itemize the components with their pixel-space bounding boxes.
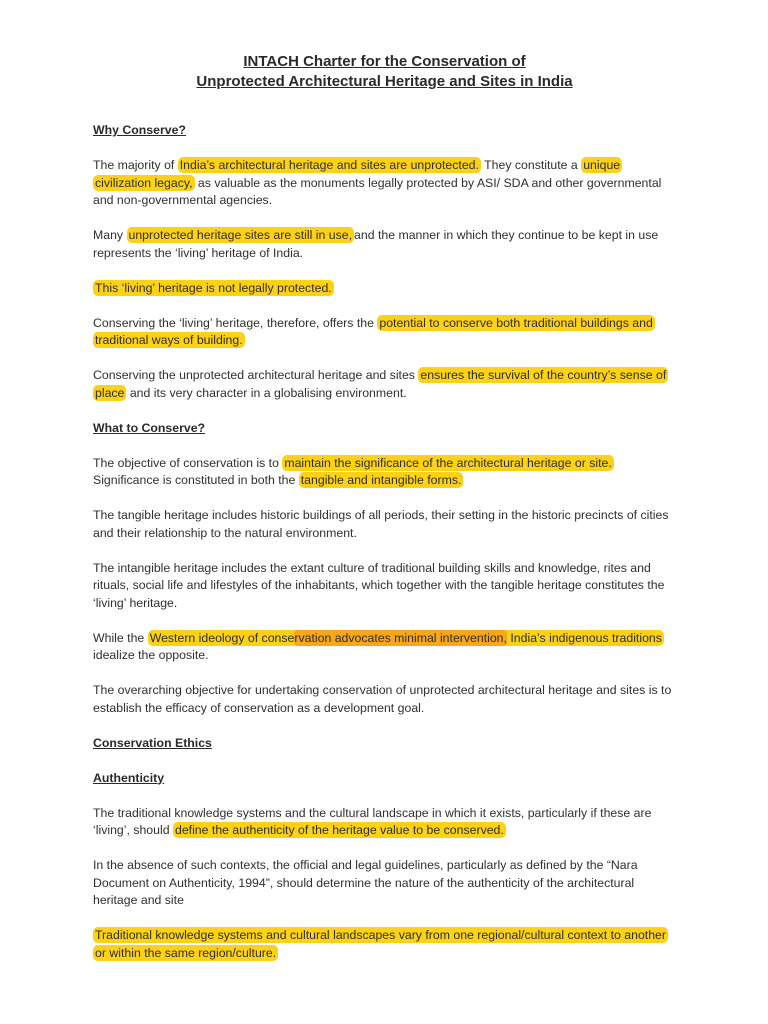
paragraph-ethics-1 [93, 805, 676, 840]
highlight: India’s architectural heritage and sites are unprotected. [179, 158, 479, 172]
text-run: While the [93, 630, 148, 645]
highlight: define the authenticity of the heritage value to be conserved. [174, 823, 504, 837]
paragraph-why-5 [93, 367, 676, 402]
highlight: This ‘living’ heritage is not legally protected. [95, 280, 332, 295]
text-run: idealize the opposite. [93, 648, 209, 662]
paragraph-what-5: The overarching objective for undertaking conservation of unprotected architectural heritage and sites is to establish the efficacy of conservation as a development goal. [93, 683, 672, 715]
text-run: as valuable as the monuments legally protected by ASI/ SDA and other governmental and non-governmental agencies. [93, 175, 662, 207]
paragraph-why-4 [93, 315, 676, 350]
text-run: They constitute a [480, 158, 582, 172]
text-run: The objective of conservation is to [93, 455, 283, 470]
text-run: Conserving the unprotected architectural heritage and sites [93, 368, 419, 382]
highlight [148, 630, 664, 646]
paragraph-what-1 [93, 455, 676, 490]
text-run: Western ideology of conse [149, 630, 295, 645]
paragraph-why-1 [93, 157, 676, 210]
section-heading-why-conserve: Why Conserve? [93, 123, 186, 137]
text-run: India’s indigenous traditions [506, 630, 662, 645]
text-run: The majority of [93, 158, 178, 172]
text-run: Significance is constituted in both the [93, 473, 299, 487]
title-line-2: Unprotected Architectural Heritage and Sites in India [196, 73, 573, 90]
highlight: unprotected heritage sites are still in use, [128, 228, 353, 242]
paragraph-what-4 [93, 630, 676, 665]
paragraph-what-3: The intangible heritage includes the extant culture of traditional building skills and knowledge, rites and rituals, social life and lifestyles of the inhabitants, which together with the tangible heritage constitutes the ‘living’ heritage. [93, 560, 665, 610]
paragraph-ethics-3 [93, 927, 676, 962]
highlight: Traditional knowledge systems and cultural landscapes vary from one regional/cultural context to another or within the same region/culture. [95, 928, 666, 960]
paragraph-what-2: The tangible heritage includes historic buildings of all periods, their setting in the historic precincts of cities and their relationship to the natural environment. [93, 508, 669, 540]
section-heading-what-to-conserve: What to Conserve? [93, 420, 206, 435]
section-heading-conservation-ethics: Conservation Ethics [93, 735, 212, 750]
highlight-overlap: rvation advocates minimal intervention, [294, 630, 507, 645]
highlight: tangible and intangible forms. [300, 473, 462, 487]
highlight: potential to conserve both traditional buildings and traditional ways of building. [95, 315, 653, 347]
highlight: unique civilization legacy, [95, 158, 621, 190]
paragraph-ethics-2: In the absence of such contexts, the official and legal guidelines, particularly as defined by the “Nara Document on Authenticity, 1994”, should determine the nature of the authenticity of the architectural heritage and site [93, 858, 638, 907]
text-run: The traditional knowledge systems and the cultural landscape in which it exists, particularly if these are ‘living’, should [93, 805, 652, 837]
document-title [93, 52, 676, 92]
subheading-authenticity: Authenticity [93, 770, 165, 785]
highlight: ensures the survival of the country’s sense of place [95, 368, 667, 400]
paragraph-why-3 [93, 280, 676, 298]
text-run: Conserving the ‘living’ heritage, therefore, offers the [93, 315, 378, 330]
paragraph-why-2 [93, 227, 676, 262]
text-run: and its very character in a globalising environment. [126, 385, 407, 400]
title-line-1: INTACH Charter for the Conservation of [243, 53, 526, 70]
text-run: and the manner in which they continue to be kept in use represents the ‘living’ heritage of India. [93, 228, 659, 260]
text-run: Many [93, 228, 127, 242]
highlight: maintain the significance of the architectural heritage or site. [284, 455, 612, 470]
